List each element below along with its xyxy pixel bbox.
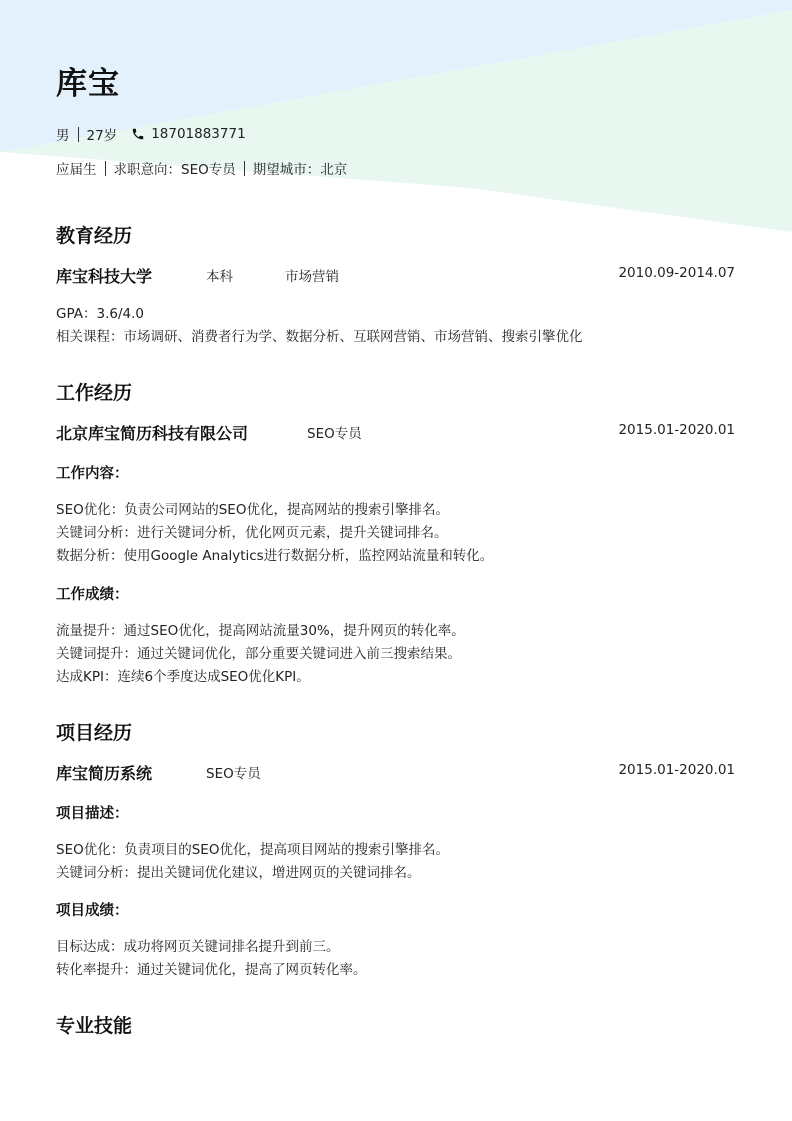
work-achievement-item: 达成KPI：连续6个季度达成SEO优化KPI。 [56, 669, 310, 685]
work-content-item: 数据分析：使用Google Analytics进行数据分析，监控网站流量和转化。 [56, 548, 494, 564]
project-desc-item: 关键词分析：提出关键词优化建议，增进网页的关键词排名。 [56, 865, 421, 881]
work-achievement-item: 流量提升：通过SEO优化，提高网站流量30%，提升网页的转化率。 [56, 623, 465, 639]
intention-row [56, 158, 347, 178]
school-name: 库宝科技大学 [56, 267, 153, 286]
phone-number: 18701883771 [151, 126, 246, 142]
work-content-item: 关键词分析：进行关键词分析，优化网页元素，提升关键词排名。 [56, 525, 448, 541]
job-intention: 求职意向：SEO专员 [113, 162, 236, 178]
project-name: 库宝简历系统 [56, 764, 153, 783]
project-results-title: 项目成绩： [56, 903, 129, 919]
expected-city: 期望城市：北京 [252, 162, 348, 178]
project-result-item: 转化率提升：通过关键词优化，提高了网页转化率。 [56, 962, 367, 978]
status: 应届生 [56, 162, 97, 178]
divider [244, 161, 245, 176]
phone-icon [131, 127, 145, 141]
gpa: GPA：3.6/4.0 [56, 306, 144, 322]
courses: 相关课程：市场调研、消费者行为学、数据分析、互联网营销、市场营销、搜索引擎优化 [56, 329, 583, 345]
company-name: 北京库宝简历科技有限公司 [56, 424, 249, 443]
work-content-title: 工作内容： [56, 466, 129, 482]
project-desc-title: 项目描述： [56, 806, 129, 822]
skills-section-title: 专业技能 [56, 1015, 133, 1037]
major: 市场营销 [285, 269, 339, 285]
divider [78, 127, 79, 142]
work-section-title: 工作经历 [56, 382, 133, 404]
project-section-title: 项目经历 [56, 722, 133, 744]
project-result-item: 目标达成：成功将网页关键词排名提升到前三。 [56, 939, 340, 955]
project-date: 2015.01-2020.01 [618, 762, 735, 778]
work-achievement-item: 关键词提升：通过关键词优化，部分重要关键词进入前三搜索结果。 [56, 646, 461, 662]
project-role: SEO专员 [206, 766, 261, 782]
gender: 男 [56, 128, 70, 144]
work-date: 2015.01-2020.01 [618, 422, 735, 438]
work-achievements-title: 工作成绩： [56, 587, 129, 603]
candidate-name: 库宝 [56, 66, 120, 102]
education-date: 2010.09-2014.07 [618, 265, 735, 281]
project-desc-item: SEO优化：负责项目的SEO优化，提高项目网站的搜索引擎排名。 [56, 842, 449, 858]
work-content-item: SEO优化：负责公司网站的SEO优化，提高网站的搜索引擎排名。 [56, 502, 449, 518]
work-position: SEO专员 [307, 426, 362, 442]
divider [105, 161, 106, 176]
basic-info-row [56, 124, 246, 144]
degree: 本科 [206, 269, 233, 285]
age: 27岁 [86, 128, 118, 144]
education-section-title: 教育经历 [56, 225, 133, 247]
